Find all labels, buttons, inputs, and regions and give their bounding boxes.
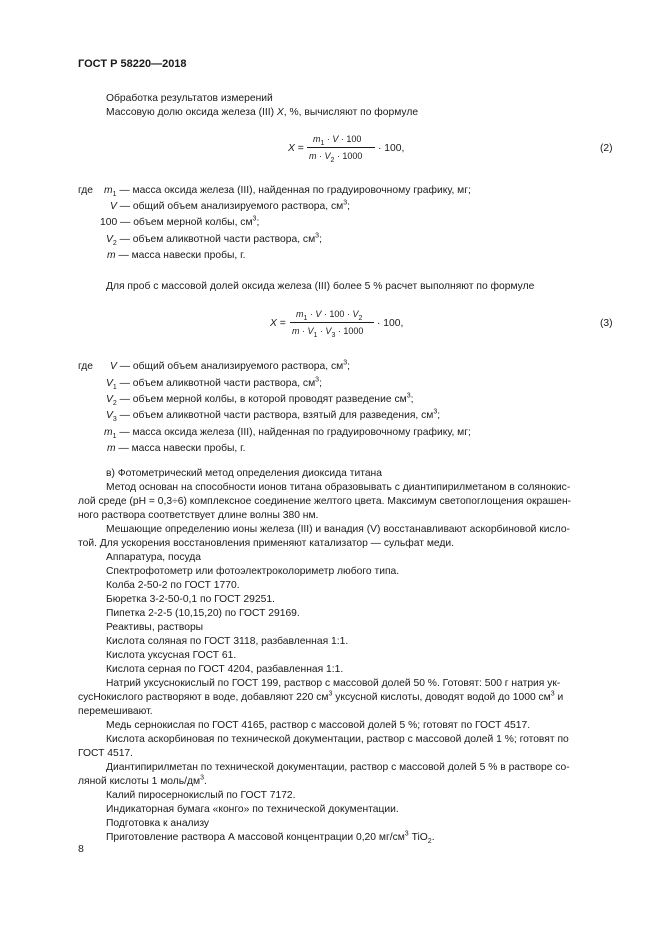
- paragraph-line: Индикаторная бумага «конго» по технической документации.: [106, 804, 399, 815]
- formula3-denominator: $m \cdot V_1 \cdot V_3 \cdot 1000$: [292, 326, 364, 339]
- where-word: где: [78, 361, 94, 372]
- where2-item: $m_1$ — масса оксида железа (III), найденная по градуировочному графику, мг;: [104, 427, 471, 441]
- paragraph-line: Кислота соляная по ГОСТ 3118, разбавленная 1:1.: [106, 636, 349, 647]
- where2-item: $V_2$ — объем мерной колбы, в которой проводят разведение $см^3$;: [106, 392, 414, 408]
- where2-item: m — масса навески пробы, г.: [107, 443, 246, 454]
- where1-item: $V_2$ — объем аликвотной части раствора, $см^3$;: [106, 232, 322, 248]
- where1-item: m — масса навески пробы, г.: [107, 250, 246, 261]
- where1-item: $m_1$ — масса оксида железа (III), найденная по градуировочному графику, мг;: [104, 185, 471, 199]
- where1-item: 100 — объем мерной колбы, $см^3$;: [100, 215, 260, 228]
- paragraph-line: Бюретка 3-2-50-0,1 по ГОСТ 29251.: [106, 594, 275, 605]
- paragraph-line: Приготовление раствора А массовой концентрации 0,20 $мг/см^3$ TiO$_2$.: [106, 830, 435, 846]
- paragraph-line: Диантипирилметан по технической документации, раствор с массовой долей 5 % в растворе со-: [106, 762, 570, 773]
- where2-item: V — общий объем анализируемого раствора, $см^3$;: [110, 359, 350, 372]
- formula2-denominator: $m \cdot V_2 \cdot 1000$: [309, 151, 363, 164]
- paragraph-line: ГОСТ 4517.: [78, 748, 134, 759]
- paragraph-line: Метод основан на способности ионов титана образовывать с диантипирилметаном в солянокис-: [106, 482, 571, 493]
- where1-item: V — общий объем анализируемого раствора, $см^3$;: [110, 199, 350, 212]
- formula2-fraction-bar: [307, 147, 375, 148]
- paragraph-line: Кислота уксусная ГОСТ 61.: [106, 650, 237, 661]
- paragraph-line: Натрий уксуснокислый по ГОСТ 199, раствор с массовой долей 50 %. Готовят: 500 г натрия ук-: [106, 678, 561, 689]
- formula3-number: (3): [600, 318, 613, 329]
- paragraph-line: Колба 2-50-2 по ГОСТ 1770.: [106, 580, 240, 591]
- subheading-reagents: Реактивы, растворы: [106, 622, 204, 633]
- paragraph-line: Мешающие определению ионы железа (III) и ванадия (V) восстанавливают аскорбиновой кисло-: [106, 524, 570, 535]
- paragraph-line: ляной кислоты 1 моль/$дм^3$.: [78, 774, 207, 787]
- where2-item: $V_1$ — объем аликвотной части раствора, $см^3$;: [106, 376, 322, 392]
- paragraph-line: Кислота серная по ГОСТ 4204, разбавленная 1:1.: [106, 664, 344, 675]
- paragraph-line: лой среде (рН = 0,3÷6) комплексное соединение желтого цвета. Максимум светопоглощения окрашен-: [78, 496, 572, 507]
- formula3-tail: · 100,: [377, 318, 404, 329]
- page-number: 8: [78, 843, 84, 855]
- formula2-tail: · 100,: [378, 143, 405, 154]
- subheading-preparation: Подготовка к анализу: [106, 818, 210, 829]
- section-v-title: в) Фотометрический метод определения диоксида титана: [106, 468, 382, 479]
- paragraph-line: Пипетка 2-2-5 (10,15,20) по ГОСТ 29169.: [106, 608, 300, 619]
- section-heading-results: Обработка результатов измерений: [106, 93, 273, 104]
- paragraph-line: Спектрофотометр или фотоэлектроколориметр любого типа.: [106, 566, 400, 577]
- formula2-numerator: $m_1 \cdot V \cdot 100$: [313, 134, 362, 147]
- where2-item: $V_3$ — объем аликвотной части раствора, взятый для разведения, $см^3$;: [106, 408, 441, 424]
- paragraph-line: ного раствора соответствует длине волны 380 нм.: [78, 510, 319, 521]
- paragraph-line: той. Для ускорения восстановления применяют катализатор — сульфат меди.: [78, 538, 455, 549]
- paragraph-line: сусНокислого растворяют в воде, добавляют 220 $см^3$ уксусной кислоты, доводят водой до 1000 $см^3$ и: [78, 690, 564, 703]
- formula3-fraction-bar: [290, 322, 374, 323]
- paragraph-line: Медь сернокислая по ГОСТ 4165, раствор с массовой долей 5 %; готовят по ГОСТ 4517.: [106, 720, 531, 731]
- document-header: ГОСТ Р 58220—2018: [78, 58, 187, 70]
- paragraph-line: Кислота аскорбиновая по технической документации, раствор с массовой долей 1 %; готовят по: [106, 734, 569, 745]
- formula3-intro: Для проб с массовой долей оксида железа (III) более 5 % расчет выполняют по формуле: [106, 281, 535, 292]
- where-word: где: [78, 185, 94, 196]
- formula2-intro: Массовую долю оксида железа (III) X, %, вычисляют по формуле: [106, 107, 419, 118]
- subheading-apparatus: Аппаратура, посуда: [106, 552, 202, 563]
- formula2-number: (2): [600, 143, 613, 154]
- paragraph-line: Калий пиросернокислый по ГОСТ 7172.: [106, 790, 296, 801]
- formula3-numerator: $m_1 \cdot V \cdot 100 \cdot V_2$: [296, 309, 363, 322]
- paragraph-line: перемешивают.: [78, 706, 153, 717]
